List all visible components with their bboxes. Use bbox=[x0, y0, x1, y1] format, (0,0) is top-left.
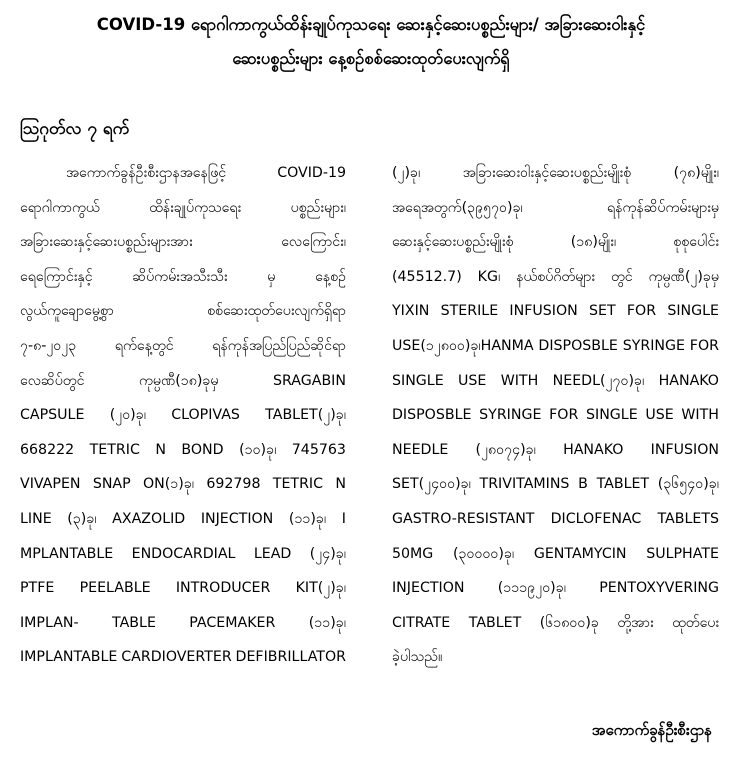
body-word: INJECTION bbox=[200, 510, 274, 527]
body-line bbox=[20, 225, 346, 260]
body-word: GENTAMYCIN bbox=[533, 545, 627, 562]
article-title bbox=[0, 8, 742, 76]
body-word: လွယ်ကူချောမွေ့စွာ bbox=[20, 303, 114, 320]
body-word: CARDIOVERTER bbox=[121, 649, 232, 666]
body-word: ရန်ကုန်ဆိပ်ကမ်းများမှ bbox=[606, 199, 719, 216]
body-word: HANAKO bbox=[563, 441, 624, 458]
body-line bbox=[392, 260, 719, 295]
body-word: (၃၀၀၀၀)ခု၊ bbox=[452, 545, 515, 562]
body-word: SINGLE bbox=[586, 407, 638, 424]
body-word: INFUSION bbox=[509, 303, 578, 320]
body-word: FOR bbox=[549, 407, 579, 424]
body-word: KIT(၂)ခု၊ bbox=[295, 580, 346, 597]
body-line bbox=[20, 640, 346, 675]
body-word: နယ်စပ်ဂိတ်များ bbox=[516, 268, 596, 285]
body-word: B bbox=[578, 476, 588, 493]
body-word: (၃၆၅၄၀)ခု၊ bbox=[657, 476, 719, 493]
body-word: ရေကြောင်းနှင့် bbox=[20, 268, 93, 285]
body-word: ON(၁)ခု၊ bbox=[142, 476, 195, 493]
body-word: အခြားဆေးဝါးနှင့်ဆေးပစ္စည်းမျိုးစုံ bbox=[462, 165, 632, 181]
body-word: ရောဂါကာကွယ် bbox=[20, 199, 100, 216]
body-word: တို့အား bbox=[617, 614, 654, 631]
body-word: CAPSULE bbox=[20, 407, 85, 424]
body-word: VIVAPEN bbox=[20, 476, 81, 493]
body-word: PACEMAKER bbox=[189, 614, 276, 631]
body-word: (45512.7) bbox=[392, 268, 462, 285]
body-line bbox=[20, 606, 346, 641]
body-word: ကုမ္ပဏီ(၂)ခုမှ bbox=[648, 268, 719, 285]
body-word: (၂)ခု၊ bbox=[392, 165, 421, 181]
body-word: N bbox=[155, 441, 166, 458]
body-word: တွင် bbox=[610, 268, 633, 285]
body-word: (၁၁၁၉၂၀)ခု၊ bbox=[497, 580, 566, 597]
body-word: N bbox=[335, 476, 346, 493]
body-word: (၂၈၀၇၄)ခု၊ bbox=[475, 441, 536, 458]
body-word: ဆိပ်ကမ်းအသီးသီး bbox=[132, 268, 228, 285]
body-word: USE(၁၂၈၀၀)ခု၊HANMA bbox=[392, 337, 534, 354]
body-word: DEFIBRILLATOR bbox=[235, 649, 346, 666]
body-word: INJECTION bbox=[392, 580, 465, 597]
body-word: (၆၁၈၀၀)ခု bbox=[539, 614, 599, 631]
body-word: လေဆိပ်တွင် bbox=[20, 372, 85, 389]
body-word: YIXIN bbox=[392, 303, 430, 320]
body-word: SULPHATE bbox=[646, 545, 719, 562]
body-word: TABLETS bbox=[657, 510, 719, 527]
body-line bbox=[392, 467, 719, 502]
signature: အကောက်ခွန်ဦးစီးဌာန bbox=[591, 721, 712, 739]
body-word: (၁၀)ခု၊ bbox=[239, 441, 277, 458]
body-word: ဆေးနှင့်ဆေးပစ္စည်းမျိုးစုံ bbox=[392, 234, 514, 251]
body-word: စုစုပေါင်း bbox=[673, 234, 719, 251]
body-word: WITH bbox=[681, 407, 719, 424]
body-word: (၃)ခု၊ bbox=[67, 510, 97, 527]
body-line bbox=[20, 156, 346, 191]
body-word: LEAD bbox=[253, 545, 292, 562]
body-word: SNAP bbox=[92, 476, 131, 493]
body-word: USE bbox=[645, 407, 674, 424]
body-word: MPLANTABLE bbox=[20, 545, 114, 562]
body-line bbox=[392, 191, 719, 226]
title-line-1: COVID-19 ရောဂါကာကွယ်ထိန်းချုပ်ကုသရေး ဆေးနှင့်ဆေးပစ္စည်းများ/ အခြားဆေးဝါးနှင့် bbox=[96, 15, 646, 34]
body-word: SYRINGE bbox=[622, 337, 685, 354]
body-line bbox=[20, 191, 346, 226]
body-word: GASTRO-RESISTANT bbox=[392, 510, 535, 527]
body-line bbox=[392, 537, 719, 572]
body-word: SET(၂၄၀၀)ခု၊ bbox=[392, 476, 471, 493]
body-word: (၁၁)ခု၊ bbox=[308, 614, 346, 631]
body-word: ပစ္စည်းများ၊ bbox=[290, 199, 346, 216]
body-word: TABLET(၂)ခု၊ bbox=[265, 407, 346, 424]
body-word: မှ bbox=[267, 268, 276, 285]
body-word: အခြားဆေးနှင့်ဆေးပစ္စည်းများအား bbox=[20, 234, 193, 251]
body-line bbox=[20, 502, 346, 537]
body-word: TABLET bbox=[468, 614, 522, 631]
body-line bbox=[20, 294, 346, 329]
body-line bbox=[20, 433, 346, 468]
body-word: SRAGABIN bbox=[273, 372, 346, 389]
body-word: CITRATE bbox=[392, 614, 451, 631]
body-word: PENTOXYVERING bbox=[599, 580, 719, 597]
body-word: DISPOSBLE bbox=[538, 337, 618, 354]
date-heading: ဩဂုတ်လ ၇ ရက် bbox=[20, 119, 130, 139]
body-word: I bbox=[341, 510, 346, 527]
body-word: USE bbox=[458, 372, 487, 389]
body-column-left bbox=[20, 156, 346, 675]
body-word: 692798 bbox=[206, 476, 261, 493]
body-word: CLOPIVAS bbox=[171, 407, 240, 424]
body-word: SINGLE bbox=[667, 303, 719, 320]
body-word: PTFE bbox=[20, 580, 55, 597]
body-word: LINE bbox=[20, 510, 52, 527]
body-word: SYRINGE bbox=[479, 407, 542, 424]
body-word: DICLOFENAC bbox=[550, 510, 642, 527]
body-line bbox=[20, 571, 346, 606]
body-line bbox=[392, 571, 719, 606]
body-word: (၂၄)ခု၊ bbox=[309, 545, 346, 562]
body-word: SINGLE bbox=[392, 372, 444, 389]
body-word: FOR bbox=[689, 337, 719, 354]
body-line bbox=[20, 329, 346, 364]
body-word: 50MG bbox=[392, 545, 434, 562]
body-word: TRIVITAMINS bbox=[479, 476, 570, 493]
body-line bbox=[392, 294, 719, 329]
body-word: INTRODUCER bbox=[175, 580, 271, 597]
body-line bbox=[392, 329, 719, 364]
body-word: KG၊ bbox=[477, 268, 501, 285]
body-line bbox=[392, 606, 719, 641]
body-word: NEEDLE bbox=[392, 441, 449, 458]
body-word: SET bbox=[588, 303, 616, 320]
body-line bbox=[20, 398, 346, 433]
body-word: စစ်ဆေးထုတ်ပေးလျက်ရှိရာ bbox=[207, 303, 346, 320]
body-word: နေ့စဉ် bbox=[315, 268, 346, 285]
body-line bbox=[392, 156, 719, 191]
body-word: ENDOCARDIAL bbox=[131, 545, 236, 562]
body-word: (၂၀)ခု၊ bbox=[109, 407, 146, 424]
body-word: အကောက်ခွန်ဦးစီးဌာနအနေဖြင့် bbox=[66, 165, 227, 181]
body-line bbox=[392, 433, 719, 468]
body-word: NEEDL(၂၇၀)ခု၊ bbox=[552, 372, 645, 389]
body-word: STERILE bbox=[440, 303, 499, 320]
body-word: ထုတ်ပေး bbox=[672, 614, 719, 631]
body-word: IMPLAN- bbox=[20, 614, 79, 631]
body-line bbox=[20, 537, 346, 572]
title-line-2: ဆေးပစ္စည်းများ နေ့စဉ်စစ်ဆေးထုတ်ပေးလျက်ရှိ bbox=[232, 49, 510, 68]
body-word: INFUSION bbox=[650, 441, 719, 458]
body-word: အရေအတွက်(၃၉၅၇၀)ခု၊ bbox=[392, 199, 523, 216]
body-word: FOR bbox=[626, 303, 657, 320]
body-word: TABLET bbox=[596, 476, 650, 493]
body-line bbox=[392, 398, 719, 433]
body-word: TABLE bbox=[112, 614, 156, 631]
body-word: TETRIC bbox=[272, 476, 324, 493]
body-column-right bbox=[392, 156, 719, 675]
body-word: COVID-19 bbox=[277, 165, 346, 181]
body-word: ရက်နေ့တွင် bbox=[114, 337, 174, 354]
body-word: ရန်ကုန်အပြည်ပြည်ဆိုင်ရာ bbox=[212, 337, 346, 354]
body-word: ထိန်းချုပ်ကုသရေး bbox=[149, 199, 242, 216]
body-word: (၁၈)မျိုး၊ bbox=[570, 234, 617, 251]
body-line bbox=[20, 467, 346, 502]
body-line bbox=[20, 364, 346, 399]
body-line bbox=[392, 364, 719, 399]
body-word: IMPLANTABLE bbox=[20, 649, 118, 666]
body-word: PEELABLE bbox=[79, 580, 151, 597]
body-word: လေကြောင်း၊ bbox=[281, 234, 346, 251]
body-word: ကုမ္ပဏီ(၁၈)ခုမှ bbox=[138, 372, 219, 389]
body-word: DISPOSBLE bbox=[392, 407, 472, 424]
body-word: (၁၁)ခု၊ bbox=[288, 510, 327, 527]
body-line: ခဲ့ပါသည်။ bbox=[392, 649, 443, 666]
body-word: TETRIC bbox=[89, 441, 140, 458]
body-word: HANAKO bbox=[658, 372, 719, 389]
body-word: 668222 bbox=[20, 441, 75, 458]
body-word: ၇-၈-၂၀၂၃ bbox=[20, 337, 77, 354]
body-line bbox=[392, 502, 719, 537]
body-line bbox=[20, 260, 346, 295]
body-word: WITH bbox=[500, 372, 539, 389]
body-word: AXAZOLID bbox=[112, 510, 186, 527]
body-word: BOND bbox=[181, 441, 224, 458]
body-word: 745763 bbox=[291, 441, 346, 458]
body-line bbox=[392, 225, 719, 260]
body-word: (၇၈)မျိုး၊ bbox=[673, 165, 719, 181]
